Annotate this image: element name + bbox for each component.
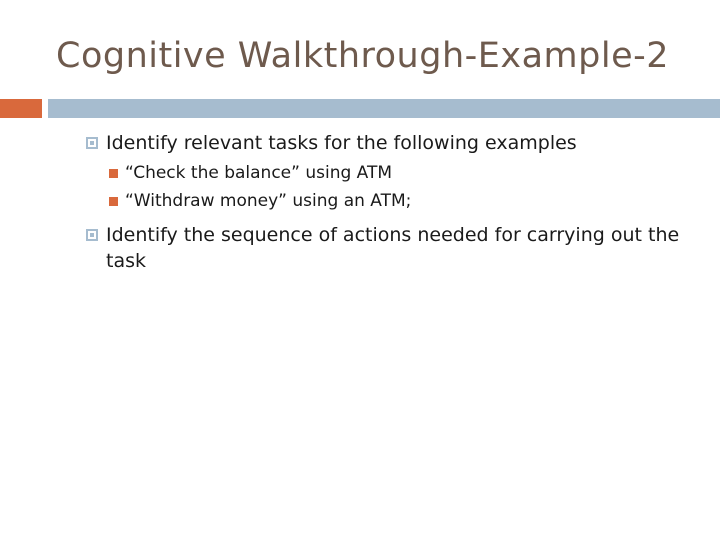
slide-title: Cognitive Walkthrough-Example-2	[56, 36, 669, 76]
bullet-text: Identify relevant tasks for the following examples	[106, 132, 577, 154]
sub-bullet-icon	[109, 169, 118, 178]
header-accent-bar-blue	[48, 99, 720, 118]
bullet-text-continuation: task	[106, 250, 146, 272]
sub-bullet-text: “Check the balance” using ATM	[125, 163, 393, 183]
bullet-text: Identify the sequence of actions needed for carrying out the	[106, 224, 680, 246]
square-bullet-icon	[86, 137, 98, 149]
sub-bullet-icon	[109, 197, 118, 206]
square-bullet-icon	[86, 229, 98, 241]
header-accent-bar-orange	[0, 99, 42, 118]
sub-bullet-text: “Withdraw money” using an ATM;	[125, 191, 412, 211]
